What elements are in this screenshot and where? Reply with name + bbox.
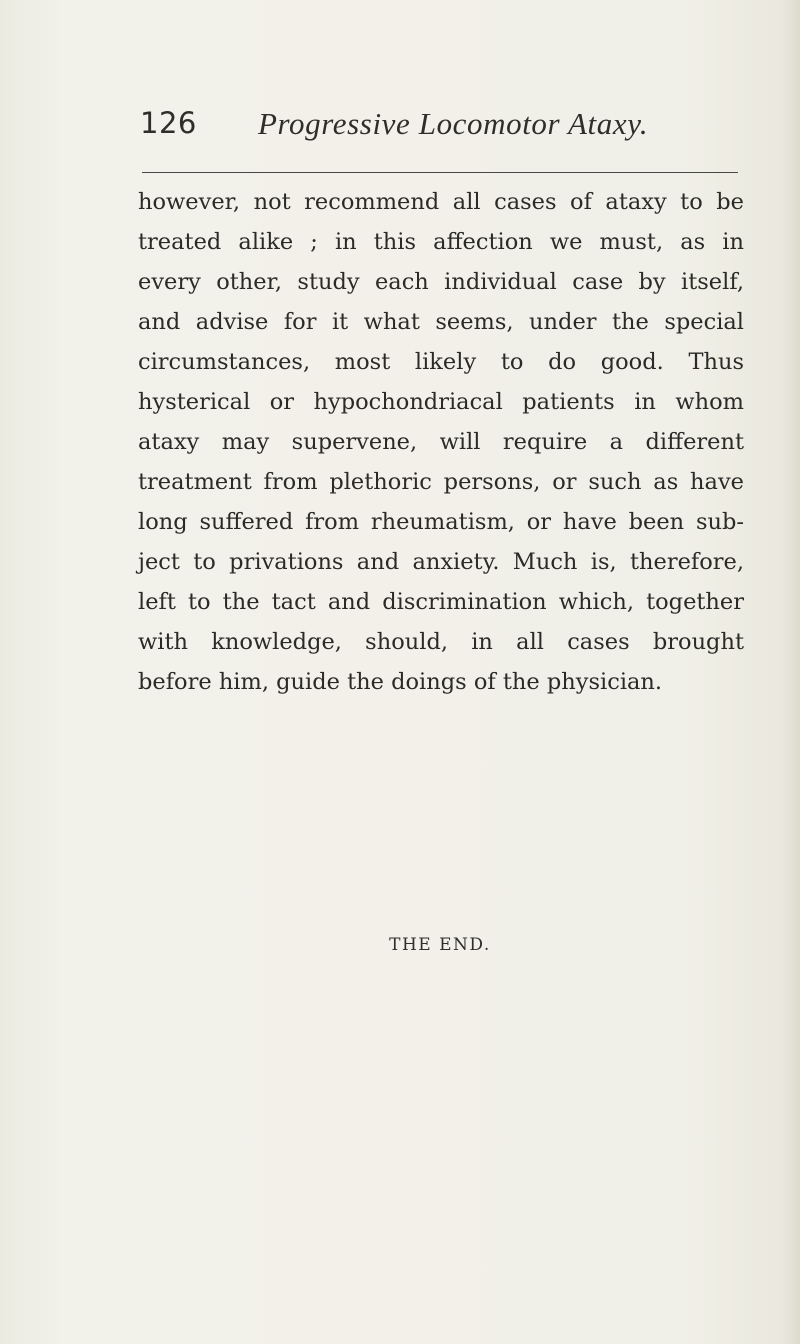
running-head — [140, 106, 740, 150]
running-title: Progressive Locomotor Ataxy. — [258, 106, 649, 141]
text-line: however, not recommend all cases of ataxy to be — [138, 189, 744, 215]
text-line: hysterical or hypochondriacal patients in whom — [138, 389, 744, 415]
text-line: treatment from plethoric persons, or such as have — [138, 469, 744, 495]
text-line: and advise for it what seems, under the special — [138, 309, 744, 335]
text-line: ataxy may supervene, will require a different — [138, 429, 744, 455]
text-line: with knowledge, should, in all cases brought — [138, 629, 744, 655]
text-line: left to the tact and discrimination which, together — [138, 589, 744, 615]
text-line: circumstances, most likely to do good. Thus — [138, 349, 744, 375]
body-paragraph — [138, 182, 744, 702]
text-line: treated alike ; in this affection we must, as in — [138, 229, 744, 255]
text-line: long suffered from rheumatism, or have been sub- — [138, 509, 744, 535]
text-line: every other, study each individual case by itself, — [138, 269, 744, 295]
page-number: 126 — [140, 106, 197, 140]
text-line: ject to privations and anxiety. Much is, therefore, — [138, 549, 744, 575]
page-edge-shadow — [782, 0, 800, 1344]
the-end-label: THE END. — [389, 935, 491, 955]
text-line-last: before him, guide the doings of the physician. — [138, 669, 663, 695]
header-rule — [142, 172, 738, 173]
